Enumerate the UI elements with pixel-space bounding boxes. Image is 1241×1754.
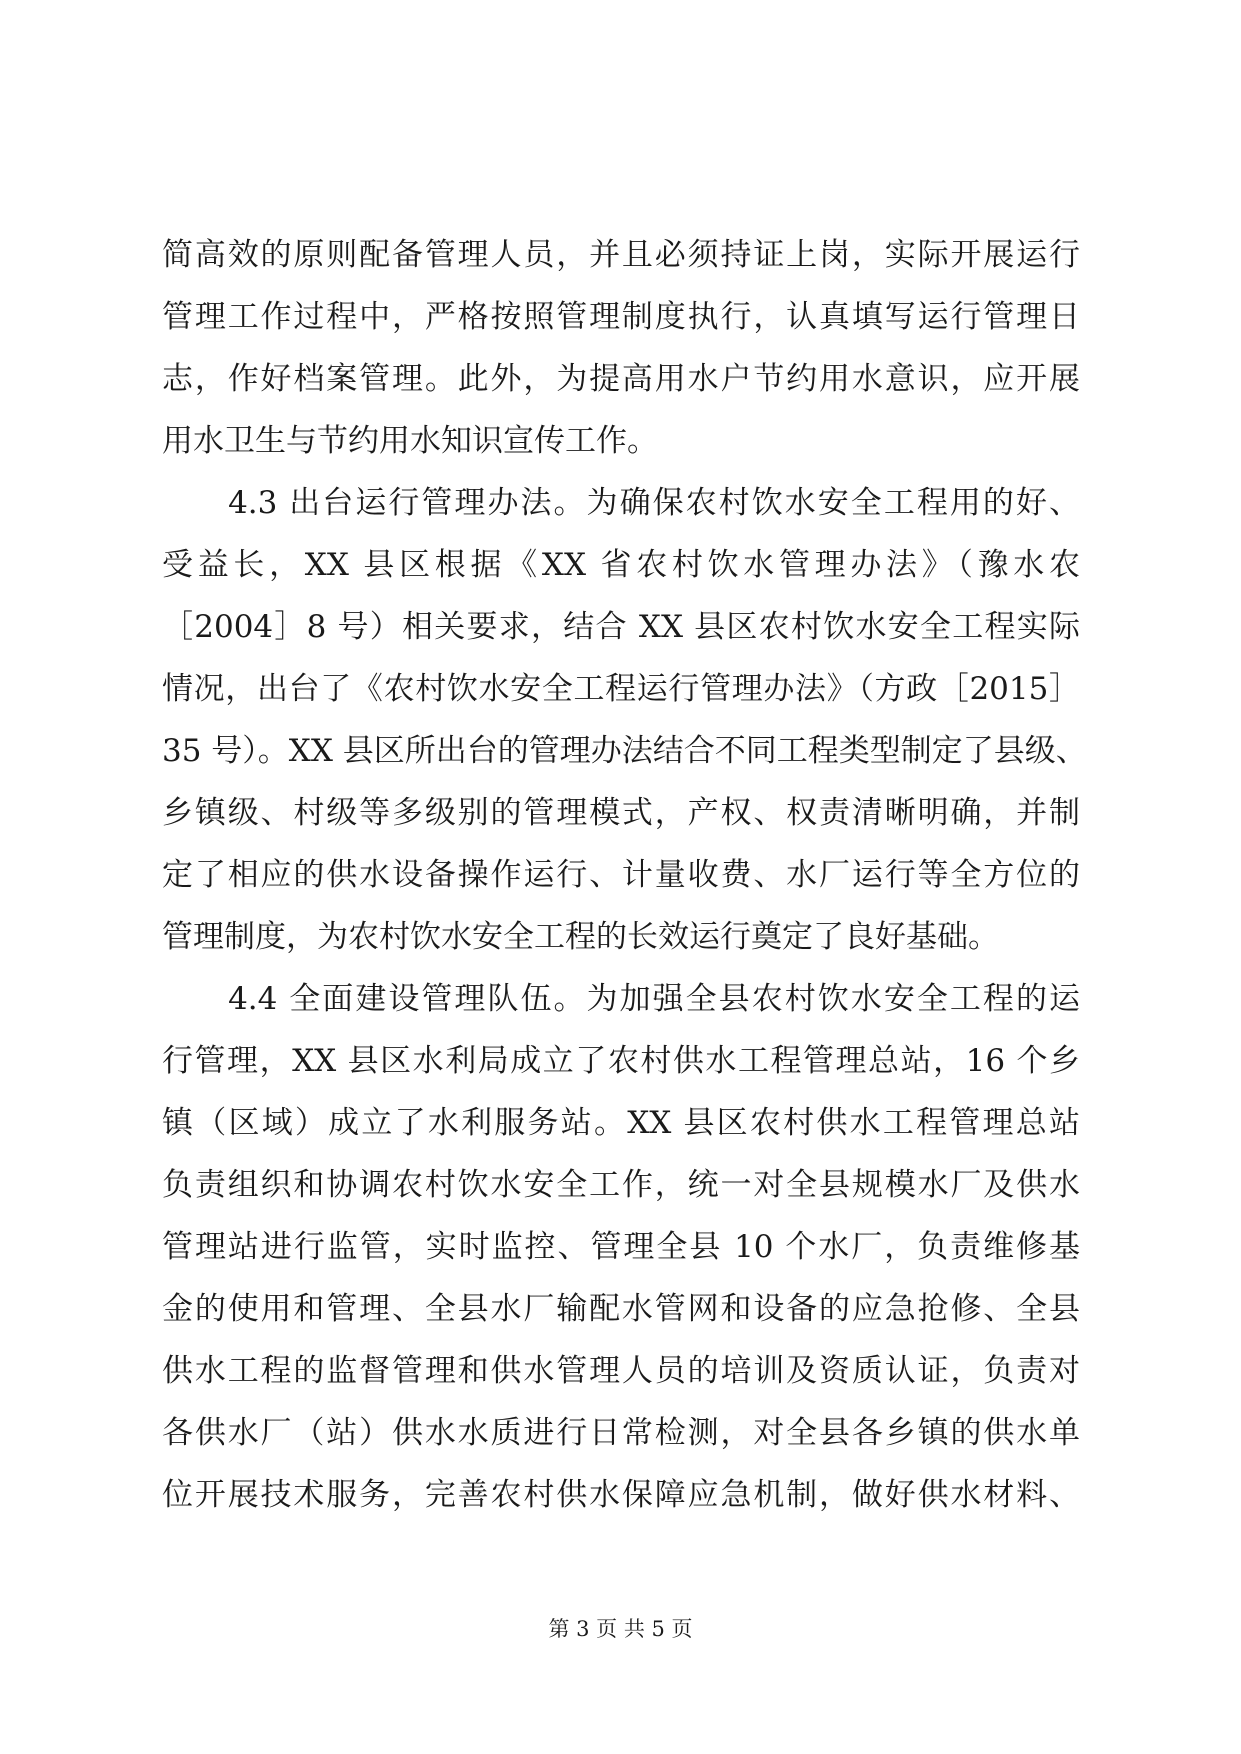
text-line: 位开展技术服务，完善农村供水保障应急机制，做好供水材料、 (162, 1477, 1080, 1513)
text-line: 管理站进行监管，实时监控、管理全县 10 个水厂，负责维修基 (162, 1229, 1080, 1265)
text-line: 4.4 全面建设管理队伍。为加强全县农村饮水安全工程的运 (162, 981, 1080, 1017)
text-line: 乡镇级、村级等多级别的管理模式，产权、权责清晰明确，并制 (162, 795, 1080, 831)
text-line: ［2004］8 号）相关要求，结合 XX 县区农村饮水安全工程实际 (162, 609, 1080, 645)
text-line: 负责组织和协调农村饮水安全工作，统一对全县规模水厂及供水 (162, 1167, 1080, 1203)
text-line: 受益长，XX 县区根据《XX 省农村饮水管理办法》（豫水农 (162, 547, 1080, 583)
text-line: 简高效的原则配备管理人员，并且必须持证上岗，实际开展运行 (162, 237, 1080, 273)
text-line: 管理制度，为农村饮水安全工程的长效运行奠定了良好基础。 (162, 919, 999, 955)
text-line: 定了相应的供水设备操作运行、计量收费、水厂运行等全方位的 (162, 857, 1080, 893)
text-line: 供水工程的监督管理和供水管理人员的培训及资质认证，负责对 (162, 1353, 1080, 1389)
document-body (162, 224, 1087, 1526)
text-line: 用水卫生与节约用水知识宣传工作。 (162, 423, 658, 459)
text-line: 行管理，XX 县区水利局成立了农村供水工程管理总站，16 个乡 (162, 1043, 1080, 1079)
text-line: 镇（区域）成立了水利服务站。XX 县区农村供水工程管理总站 (162, 1105, 1080, 1141)
text-line: 情况，出台了《农村饮水安全工程运行管理办法》（方政［2015］ (162, 671, 1080, 707)
page-footer: 第 3 页 共 5 页 (548, 1617, 693, 1641)
text-line: 金的使用和管理、全县水厂输配水管网和设备的应急抢修、全县 (162, 1291, 1080, 1327)
text-line: 管理工作过程中，严格按照管理制度执行，认真填写运行管理日 (162, 299, 1080, 335)
text-line: 4.3 出台运行管理办法。为确保农村饮水安全工程用的好、 (162, 485, 1080, 521)
text-line: 各供水厂（站）供水水质进行日常检测，对全县各乡镇的供水单 (162, 1415, 1080, 1451)
text-line: 35 号）。XX 县区所出台的管理办法结合不同工程类型制定了县级、 (162, 733, 1087, 769)
text-line: 志，作好档案管理。此外，为提高用水户节约用水意识，应开展 (162, 361, 1080, 397)
